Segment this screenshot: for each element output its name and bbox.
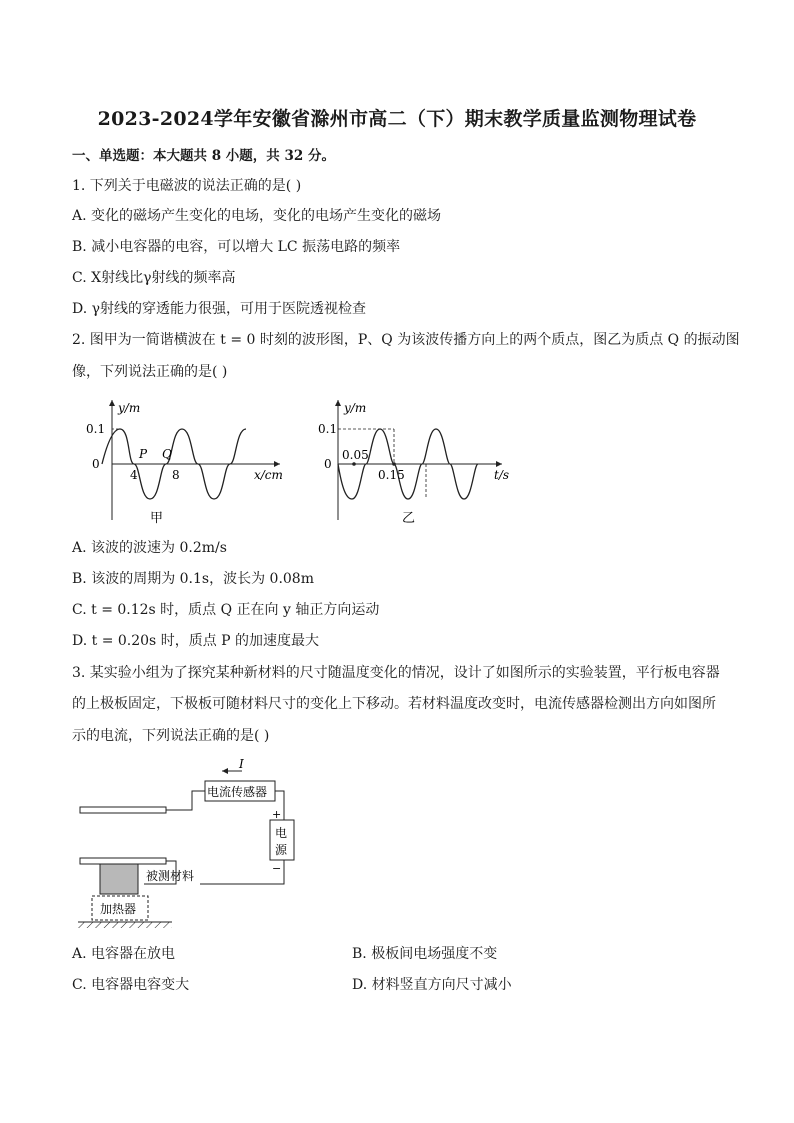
lower-plate: [80, 858, 166, 864]
t-tick-0.05: 0.05: [342, 448, 369, 462]
question-2-option-c: C. t = 0.12s 时，质点 Q 正在向 y 轴正方向运动: [72, 602, 380, 618]
question-1-option-d: D. γ射线的穿透能力很强，可用于医院透视检查: [72, 301, 366, 317]
question-1-option-b: B. 减小电容器的电容，可以增大 LC 振荡电路的频率: [72, 239, 401, 255]
question-2-stem-line-1: 2. 图甲为一简谐横波在 t = 0 时刻的波形图，P、Q 为该波传播方向上的两个质点，图乙为质点 Q 的振动图: [72, 332, 740, 348]
question-3-option-d: D. 材料竖直方向尺寸减小: [352, 977, 512, 993]
question-2-option-d: D. t = 0.20s 时，质点 P 的加速度最大: [72, 633, 320, 649]
question-1-option-a: A. 变化的磁场产生变化的电场，变化的电场产生变化的磁场: [72, 208, 442, 224]
question-3-option-b: B. 极板间电场强度不变: [352, 946, 498, 962]
origin-label: 0: [92, 457, 100, 471]
section-heading: 一、单选题：本大题共 8 小题，共 32 分。: [72, 148, 335, 164]
heater-label: 加热器: [100, 902, 137, 916]
plus-sign: +: [272, 808, 282, 821]
upper-plate: [80, 807, 166, 813]
page-title: 2023-2024学年安徽省滁州市高二（下）期末教学质量监测物理试卷: [97, 108, 697, 130]
origin-label: 0: [324, 457, 332, 471]
question-3-stem-line-1: 3. 某实验小组为了探究某种新材料的尺寸随温度变化的情况，设计了如图所示的实验装置，平行板电容器: [72, 665, 720, 681]
tested-material-block: [100, 864, 138, 894]
figure-caption: 甲: [150, 511, 164, 526]
x-tick-8: 8: [172, 468, 180, 482]
wire-top-left: [166, 791, 205, 810]
current-label: I: [239, 757, 244, 771]
y-tick-0.1: 0.1: [86, 422, 106, 436]
minus-sign: −: [272, 862, 282, 875]
figure-caption: 乙: [402, 511, 416, 526]
source-label-2: 源: [275, 843, 288, 857]
current-sensor-label: 电流传感器: [207, 785, 268, 799]
marker-dot-0.05: [352, 462, 356, 466]
x-label: x/cm: [254, 468, 283, 482]
ground-hatching: [78, 922, 172, 928]
question-1-option-c: C. X射线比γ射线的频率高: [72, 270, 236, 286]
figure-jia-wave-graph: [84, 392, 294, 532]
t-tick-0.15: 0.15: [378, 468, 405, 482]
question-3-stem-line-2: 的上极板固定，下极板可随材料尺寸的变化上下移动。若材料温度改变时，电流传感器检测出方向如图所: [72, 696, 716, 712]
material-label: 被测材料: [146, 869, 195, 883]
question-3-option-c: C. 电容器电容变大: [72, 977, 190, 993]
question-2-stem-line-2: 像，下列说法正确的是( ): [72, 364, 228, 380]
question-1-stem: 1. 下列关于电磁波的说法正确的是( ): [72, 178, 302, 194]
y-tick-0.1: 0.1: [318, 422, 338, 436]
x-tick-4: 4: [130, 468, 138, 482]
figure-capacitor-circuit: [72, 756, 312, 934]
point-p-label: P: [139, 447, 148, 461]
figure-yi-vibration-graph: [318, 392, 518, 532]
source-label-1: 电: [275, 826, 288, 840]
y-label: y/m: [344, 401, 367, 415]
t-label: t/s: [494, 468, 510, 482]
question-2-option-a: A. 该波的波速为 0.2m/s: [72, 540, 227, 556]
question-2-option-b: B. 该波的周期为 0.1s，波长为 0.08m: [72, 571, 314, 587]
y-label: y/m: [118, 401, 141, 415]
question-3-option-a: A. 电容器在放电: [72, 946, 176, 962]
point-q-label: Q: [162, 447, 172, 461]
question-3-stem-line-3: 示的电流，下列说法正确的是( ): [72, 728, 270, 744]
marker-dot-0.15: [392, 462, 396, 466]
